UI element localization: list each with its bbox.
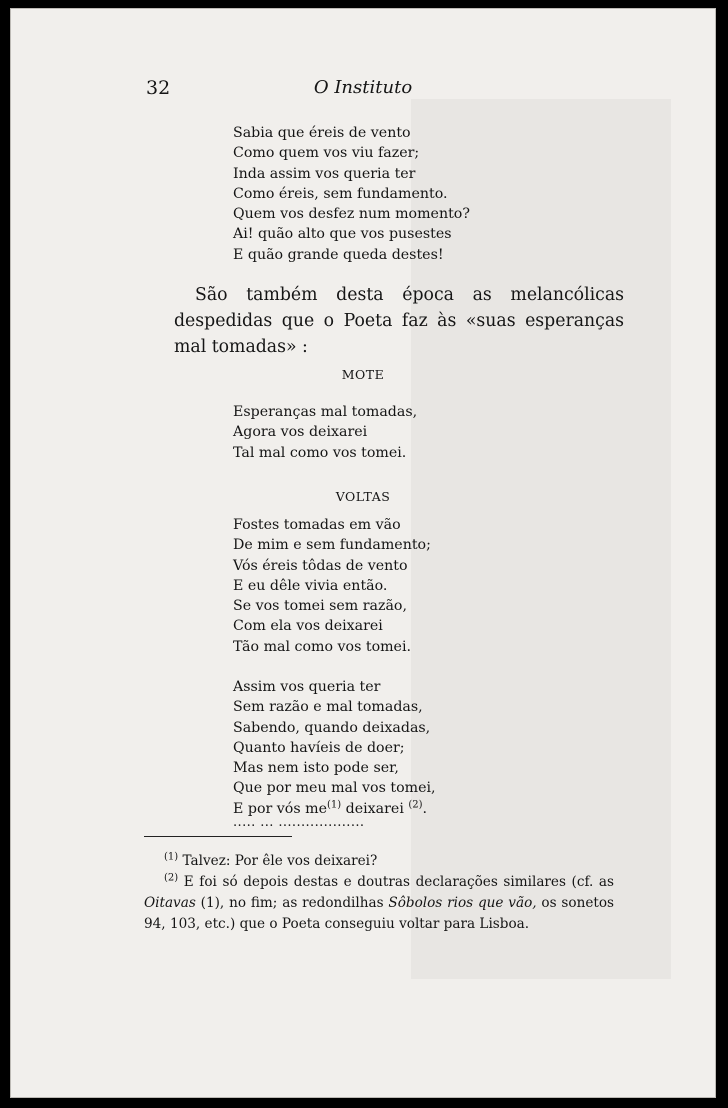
verse-text: E por vós me (233, 800, 327, 817)
footnote-text: (1), no fim; as redondilhas (195, 895, 389, 911)
book-page (10, 8, 716, 1098)
verse-line: Esperanças mal tomadas, (233, 404, 418, 420)
footnote-1 (144, 851, 614, 872)
verse-line: Se vos tomei sem razão, (233, 598, 407, 615)
verse-line: Com ela vos deixarei (233, 618, 383, 635)
verse-line: Que por meu mal vos tomei, (233, 780, 436, 797)
footnote-title-oitavas: Oitavas (144, 895, 196, 911)
footnote-text: Talvez: Por êle vos deixarei? (182, 853, 378, 869)
voltas-stanza-2 (233, 677, 436, 819)
mote-verse (233, 402, 417, 463)
footnote-title-sobolos-rios: Sôbolos rios que vão, (388, 895, 537, 911)
verse-line: Quem vos desfez num momento? (233, 206, 470, 223)
footnote-text: E foi só depois destas e doutras declarações similares (cf. as (183, 874, 615, 890)
voltas-heading: VOLTAS (335, 489, 391, 504)
verse-line: E eu dêle vivia então. (233, 577, 388, 594)
running-title: O Instituto (313, 77, 413, 98)
voltas-stanza-1 (233, 515, 431, 657)
page-number: 32 (146, 77, 171, 99)
verse-line: Assim vos queria ter (233, 679, 381, 695)
verse-line: Sabendo, quando deixadas, (233, 719, 431, 736)
footnote-marker: (2) (164, 872, 179, 884)
verse-ellipsis: ..... ... ................... (233, 815, 365, 830)
verse-line: Inda assim vos queria ter (233, 165, 416, 182)
verse-line: Quanto havíeis de doer; (233, 739, 405, 756)
verse-text: deixarei (341, 800, 409, 817)
footnote-ref: (1) (326, 799, 342, 811)
verse-line: Sem razão e mal tomadas, (233, 699, 423, 716)
verse-line: Mas nem isto pode ser, (233, 760, 399, 777)
verse-line: Sabia que éreis de vento (233, 125, 411, 141)
verse-text: . (422, 800, 428, 817)
verse-line: Agora vos deixarei (233, 424, 368, 441)
footnote-ref: (2) (408, 799, 423, 811)
verse-line: Como quem vos viu fazer; (233, 145, 420, 162)
footnote-text: os sonetos 94, 103, etc.) que o Poeta conseguiu voltar para Lisboa. (144, 895, 615, 932)
poem-stanza (233, 123, 470, 265)
body-paragraph: São também desta época as melancólicas despedidas que o Poeta faz às «suas esperanças mal tomadas» : (174, 285, 624, 357)
page-header (11, 77, 715, 107)
verse-line: Tal mal como vos tomei. (233, 444, 407, 461)
verse-line: E quão grande queda destes! (233, 246, 444, 263)
footnote-separator (144, 836, 292, 837)
verse-line: Ai! quão alto que vos pusestes (233, 226, 452, 243)
verse-line: Tão mal como vos tomei. (233, 638, 412, 655)
footnote-marker: (1) (164, 851, 179, 863)
verse-line: Vós éreis tôdas de vento (233, 557, 408, 574)
verse-line: Fostes tomadas em vão (233, 517, 401, 533)
footnote-2 (144, 872, 614, 935)
verse-line: Como éreis, sem fundamento. (233, 185, 448, 202)
verse-line: De mim e sem fundamento; (233, 537, 431, 554)
mote-heading: MOTE (341, 367, 385, 382)
